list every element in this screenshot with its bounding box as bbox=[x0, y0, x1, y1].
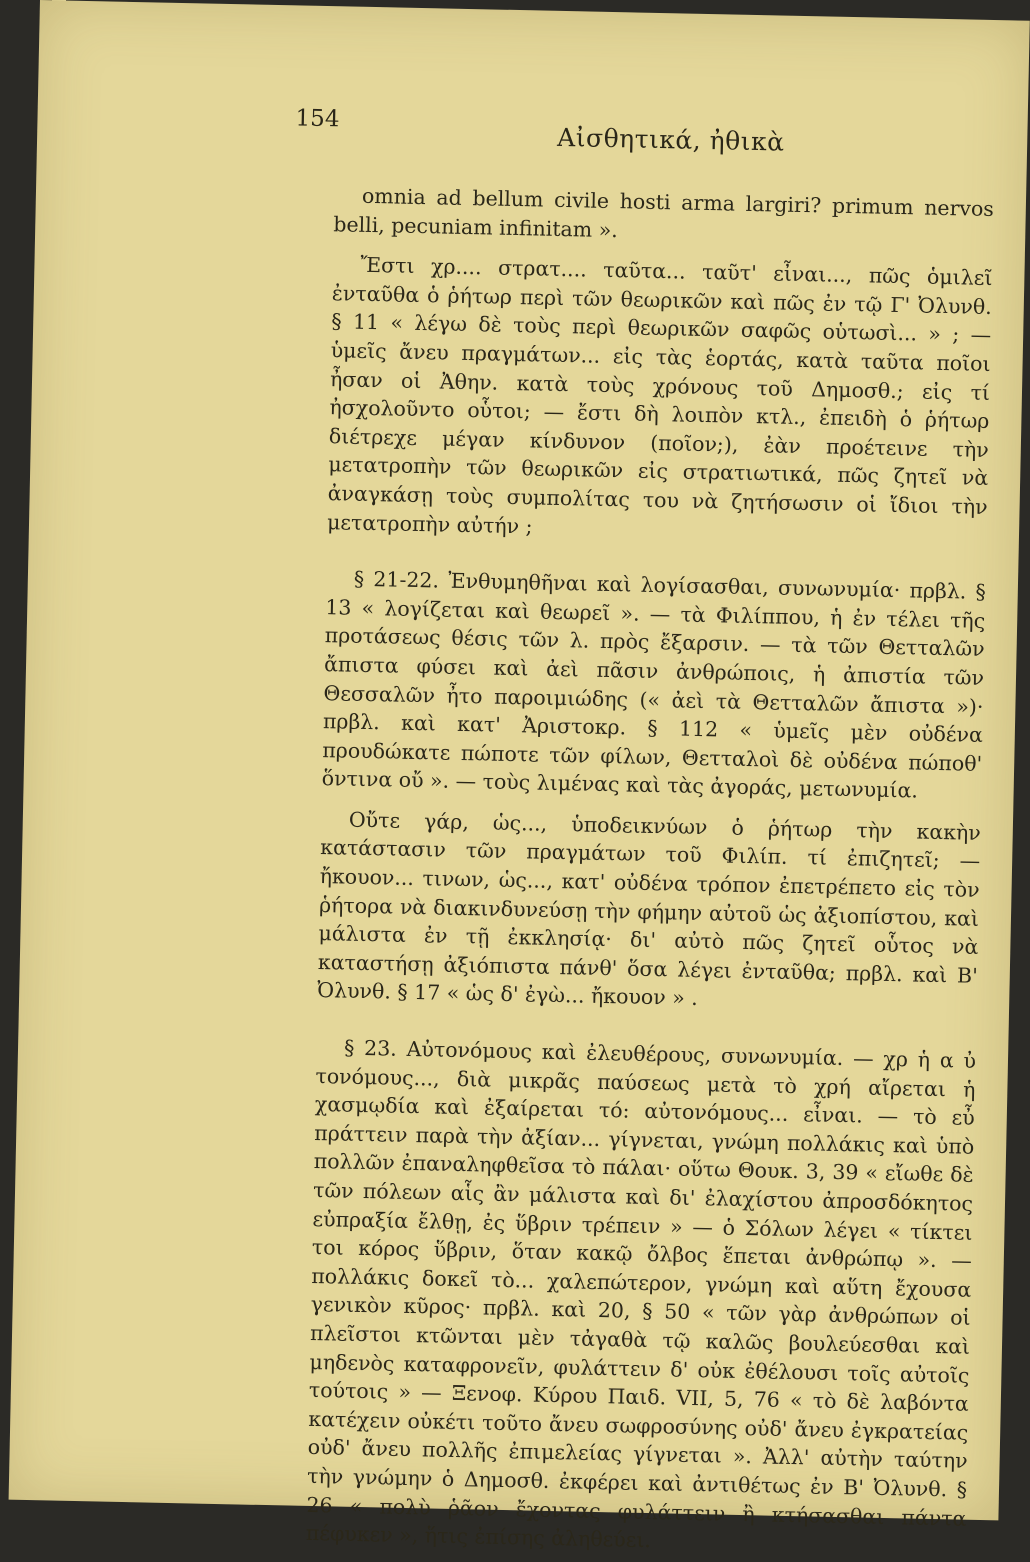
book-page bbox=[9, 0, 1030, 1553]
paragraph-latin-quote: omnia ad bellum civile hosti arma largiri? primum nervos belli, pecuniam infinitam ». bbox=[333, 183, 995, 242]
page-body bbox=[306, 181, 994, 1561]
paragraph-section-21-22: § 21-22. Ἐνθυμηθῆναι καὶ λογίσασθαι, συνωνυμία· πρβλ. § 13 « λογίζεται καὶ θεωρεῖ ». — τὰ Φιλίππου, ἡ ἐν τέλει τῆς προτάσεως θέσις τῶν λ. πρὸς ἔξαρσιν. — τὰ τῶν Θετταλῶν ἄπιστα φύσει καὶ ἀεὶ πᾶσιν ἀνθρώποις, ἡ ἀπιστία τῶν Θεσσαλῶν ἦτο παροιμιώδης (« ἀεὶ τὰ Θετταλῶν ἄπιστα »)· πρβλ. καὶ κατ' Ἀριστοκρ. § 112 « ὑμεῖς μὲν οὐδένα προυδώκατε πώποτε τῶν φίλων, Θετταλοὶ δὲ οὐδένα πώποθ' ὅντινα οὔ ». — τοὺς λιμένας καὶ τὰς ἀγοράς, μετωνυμία. bbox=[321, 566, 987, 803]
running-head: Αἰσθητικά, ἠθικὰ bbox=[556, 122, 785, 157]
paragraph-oute-gar: Οὔτε γάρ, ὡς..., ὑποδεικνύων ὁ ῥήτωρ τὴν κακὴν κατάστασιν τῶν πραγμάτων τοῦ Φιλίπ. τί ἐπιζητεῖ; — ἤκουον... τινων, ὡς..., κατ' οὐδένα τρόπον ἐπετρέπετο εἰς τὸν ῥήτορα νὰ διακινδυνεύσῃ τὴν φήμην αὐτοῦ ὡς ἀξιοπίστου, καὶ μάλιστα ἐν τῇ ἐκκλησίᾳ· δι' αὐτὸ πῶς ζητεῖ οὗτος νὰ καταστήσῃ ἀξιόπιστα πάνθ' ὅσα λέγει ἐνταῦθα; πρβλ. καὶ Β' Ὀλυνθ. § 17 « ὡς δ' ἐγὼ... ἤκουον » . bbox=[317, 807, 982, 1011]
paragraph-esti-chr: Ἔστι χρ.... στρατ.... ταῦτα... ταῦτ' εἶναι..., πῶς ὁμιλεῖ ἐνταῦθα ὁ ῥήτωρ περὶ τῶν θεωρικῶν καὶ πῶς ἐν τῷ Γ' Ὀλυνθ. § 11 « λέγω δὲ τοὺς περὶ θεωρικῶν σαφῶς οὑτωσὶ... » ; — ὑμεῖς ἄνευ πραγμάτων... εἰς τὰς ἑορτάς, κατὰ ταῦτα ποῖοι ἦσαν οἱ Ἀθην. κατὰ τοὺς χρόνους τοῦ Δημοσθ.; εἰς τί ἠσχολοῦντο οὗτοι; — ἔστι δὴ λοιπὸν κτλ., ἐπειδὴ ὁ ῥήτωρ διέτρεχε μέγαν κίνδυνον (ποῖον;), ἐὰν προέτεινε τὴν μετατροπὴν τῶν θεωρικῶν εἰς στρατιωτικά, πῶς ζητεῖ νὰ ἀναγκάσῃ τοὺς συμπολίτας του νὰ ζητήσωσιν οἱ ἴδιοι τὴν μετατροπὴν αὐτήν ; bbox=[326, 252, 993, 538]
page-number: 154 bbox=[295, 105, 340, 133]
paragraph-section-23: § 23. Αὐτονόμους καὶ ἐλευθέρους, συνωνυμία. — χρ ἡ α ὐ τονόμους..., διὰ μικρᾶς παύσεως μετὰ τὸ χρή αἴρεται ἡ χασμῳδία καὶ ἐξαίρεται τό: αὐτονόμους... εἶναι. — τὸ εὖ πράττειν παρὰ τὴν ἀξίαν... γίγνεται, γνώμη πολλάκις καὶ ὑπὸ πολλῶν ἐπαναληφθεῖσα τὸ πάλαι· οὕτω Θουκ. 3, 39 « εἴωθε δὲ τῶν πόλεων αἷς ἂν μάλιστα καὶ δι' ἐλαχίστου ἀπροσδόκητος εὐπραξία ἔλθῃ, ἐς ὕβριν τρέπειν » — ὁ Σόλων λέγει « τίκτει τοι κόρος ὕβριν, ὅταν κακῷ ὄλβος ἕπεται ἀνθρώπῳ ». — πολλάκις δοκεῖ τὸ... χαλεπώτερον, γνώμη καὶ αὕτη ἔχουσα γενικὸν κῦρος· πρβλ. καὶ 20, § 50 « τῶν γὰρ ἀνθρώπων οἱ πλεῖστοι κτῶνται μὲν τἀγαθὰ τῷ καλῶς βουλεύεσθαι καὶ μηδενὸς καταφρονεῖν, φυλάττειν δ' οὐκ ἐθέλουσι τοῖς αὐτοῖς τούτοις » — Ξενοφ. Κύρου Παιδ. VII, 5, 76 « τὸ δὲ λαβόντα κατέχειν οὐκέτι τοῦτο ἄνευ σωφροσύνης οὐδ' ἄνευ ἐγκρατείας οὐδ' ἄνευ πολλῆς ἐπιμελείας γίγνεται ». Ἀλλ' αὐτὴν ταύτην τὴν γνώμην ὁ Δημοσθ. ἐκφέρει καὶ ἀντιθέτως ἐν Β' Ὀλυνθ. § 26 « πολὺ ῥᾶον ἔχοντας φυλάττειν ἢ κτήσασθαι πάντα πέφυκεν », ἥτις ἐπίσης ἀληθεύει. bbox=[305, 1035, 977, 1553]
